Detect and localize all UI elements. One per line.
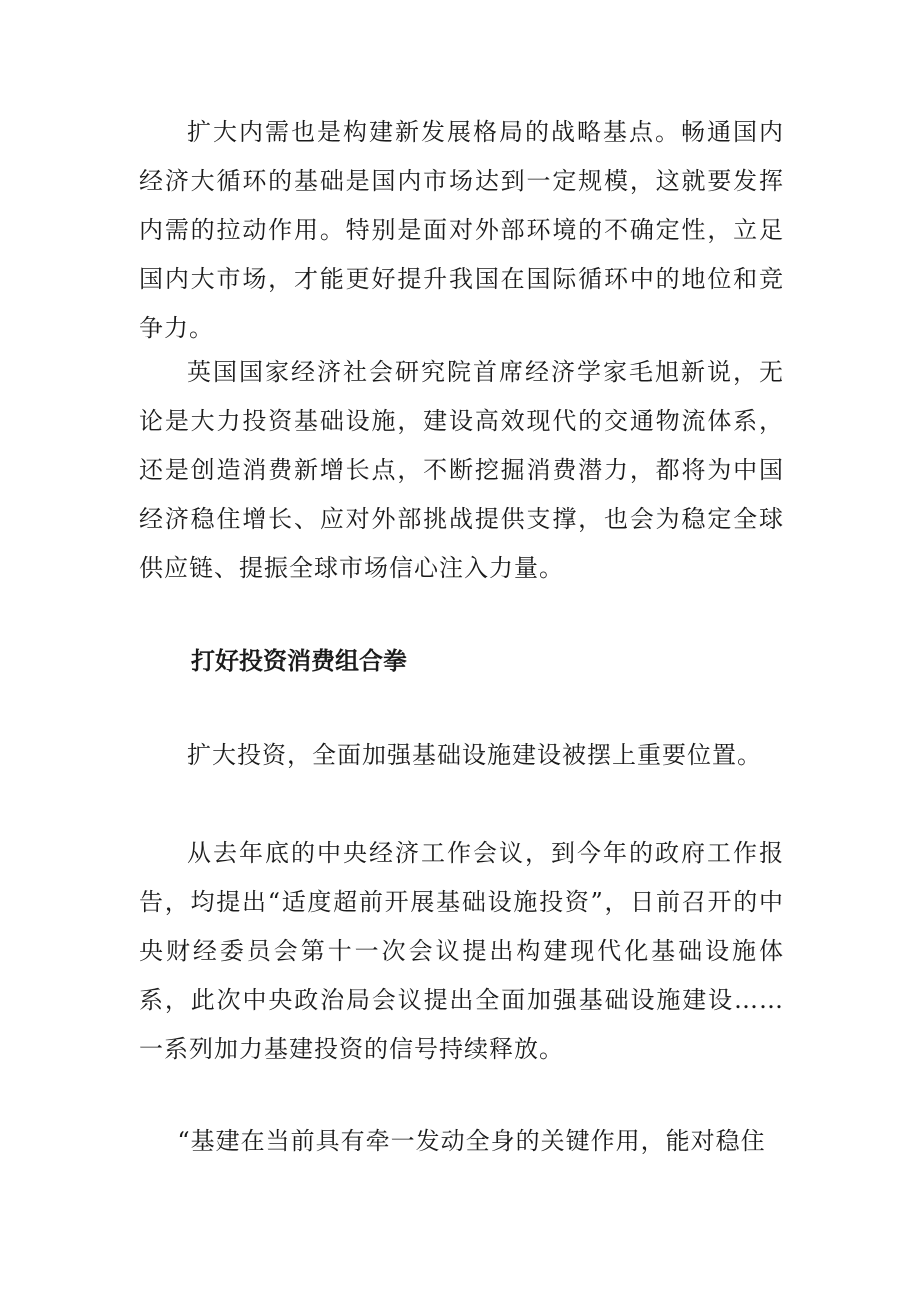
paragraph-domestic-demand: 扩大内需也是构建新发展格局的战略基点。畅通国内经济大循环的基础是国内市场达到一定规模，这就要发挥内需的拉动作用。特别是面对外部环境的不确定性，立足国内大市场，才能更好提升我国在国际循环中的地位和竞争力。 bbox=[139, 118, 784, 342]
paragraph-infrastructure-signals: 从去年底的中央经济工作会议，到今年的政府工作报告，均提出“适度超前开展基础设施投资”，日前召开的中央财经委员会第十一次会议提出构建现代化基础设施体系，此次中央政治局会议提出全面加强基础设施建设……一系列加力基建投资的信号持续释放。 bbox=[139, 839, 784, 1063]
paragraph-economist-quote: 英国国家经济社会研究院首席经济学家毛旭新说，无论是大力投资基础设施，建设高效现代的交通物流体系，还是创造消费新增长点，不断挖掘消费潜力，都将为中国经济稳住增长、应对外部挑战提供支撑，也会为稳定全球供应链、提振全球市场信心注入力量。 bbox=[139, 358, 784, 582]
paragraph-expand-investment: 扩大投资，全面加强基础设施建设被摆上重要位置。 bbox=[187, 741, 762, 769]
paragraph-infrastructure-quote: “基建在当前具有牵一发动全身的关键作用，能对稳住 bbox=[177, 1127, 766, 1155]
section-heading: 打好投资消费组合拳 bbox=[191, 647, 407, 675]
